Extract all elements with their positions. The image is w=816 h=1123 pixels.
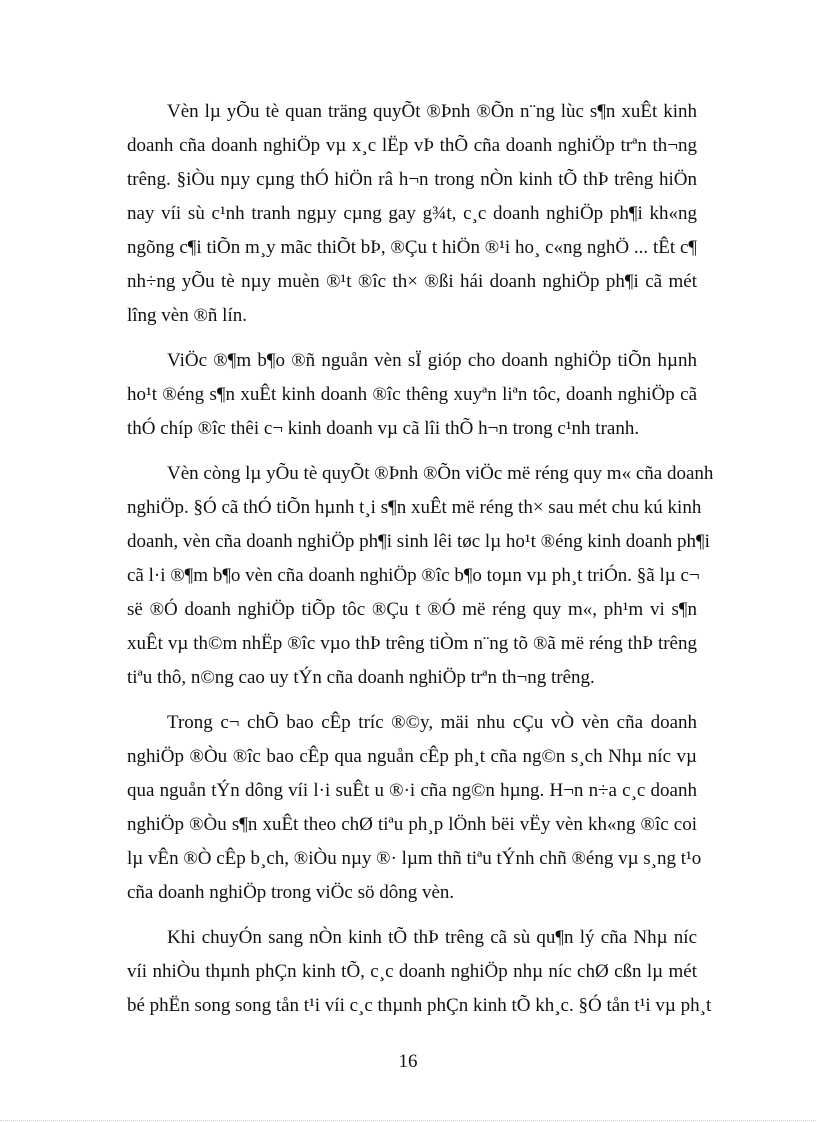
text-line: nh÷ng yÕu tè nµy muèn ®¹t ®îc th× ®ßi hái doanh nghiÖp ph¶i cã mét xyxy=(127,271,697,292)
text-line: doanh, vèn cña doanh nghiÖp ph¶i sinh lêi tøc lµ ho¹t ®éng kinh doanh ph¶i xyxy=(127,531,710,552)
text-line: së ®Ó doanh nghiÖp tiÕp tôc ®Çu t ®Ó më réng quy m«, ph¹m vi s¶n xyxy=(127,599,697,620)
body-text xyxy=(127,95,714,1034)
text-line: thÓ chíp ®îc thêi c¬ kinh doanh vµ cã lîi thÕ h¬n trong c¹nh tranh. xyxy=(127,418,640,439)
text-line: cña doanh nghiÖp trong viÖc sö dông vèn. xyxy=(127,882,455,903)
text-line: Trong c¬ chÕ bao cÊp tríc ®©y, mäi nhu cÇu vÒ vèn cña doanh xyxy=(167,712,697,733)
text-line: bé phËn song song tån t¹i víi c¸c thµnh phÇn kinh tÕ kh¸c. §Ó tån t¹i vµ ph¸t xyxy=(127,995,712,1016)
text-line: ho¹t ®éng s¶n xuÊt kinh doanh ®îc thêng xuyªn liªn tôc, doanh nghiÖp cã xyxy=(127,384,697,405)
paragraph-2 xyxy=(127,344,697,446)
text-line: doanh cña doanh nghiÖp vµ x¸c lËp vÞ thÕ cña doanh nghiÖp trªn th¬ng xyxy=(127,135,697,156)
text-line: Khi chuyÓn sang nÒn kinh tÕ thÞ trêng cã sù qu¶n lý cña Nhµ níc xyxy=(167,927,697,948)
paragraph-1 xyxy=(127,95,697,333)
page-number: 16 xyxy=(398,1051,418,1072)
text-line: nghiÖp ®Òu s¶n xuÊt theo chØ tiªu ph¸p lÖnh bëi vËy vèn kh«ng ®îc coi xyxy=(127,814,697,835)
text-line: nghiÖp. §Ó cã thÓ tiÕn hµnh t¸i s¶n xuÊt më réng th× sau mét chu kú kinh xyxy=(127,497,702,518)
text-line: ViÖc ®¶m b¶o ®ñ nguån vèn sÏ gióp cho doanh nghiÖp tiÕn hµnh xyxy=(167,350,697,371)
paragraph-3 xyxy=(127,457,714,695)
text-line: cã l·i ®¶m b¶o vèn cña doanh nghiÖp ®îc b¶o toµn vµ ph¸t triÓn. §ã lµ c¬ xyxy=(127,565,700,586)
text-line: nghiÖp ®Òu ®îc bao cÊp qua nguån cÊp ph¸t cña ng©n s¸ch Nhµ níc vµ xyxy=(127,746,697,767)
paragraph-4 xyxy=(127,706,702,910)
text-line: víi nhiÒu thµnh phÇn kinh tÕ, c¸c doanh nghiÖp nhµ níc chØ cßn lµ mét xyxy=(127,961,697,982)
text-line: Vèn còng lµ yÕu tè quyÕt ®Þnh ®Õn viÖc më réng quy m« cña doanh xyxy=(167,463,714,484)
text-line: lµ vÊn ®Ò cÊp b¸ch, ®iÒu nµy ®· lµm thñ tiªu tÝnh chñ ®éng vµ s¸ng t¹o xyxy=(127,848,702,869)
text-line: tiªu thô, n©ng cao uy tÝn cña doanh nghiÖp trªn th¬ng trêng. xyxy=(127,667,595,688)
paragraph-5 xyxy=(127,921,712,1023)
page-bottom-divider xyxy=(0,1120,816,1121)
text-line: qua nguån tÝn dông víi l·i suÊt u ®·i cña ng©n hµng. H¬n n÷a c¸c doanh xyxy=(127,780,697,801)
text-line: lîng vèn ®ñ lín. xyxy=(127,305,247,326)
text-line: ngõng c¶i tiÕn m¸y mãc thiÕt bÞ, ®Çu t hiÖn ®¹i ho¸ c«ng nghÖ ... tÊt c¶ xyxy=(127,237,697,258)
text-line: Vèn lµ yÕu tè quan träng quyÕt ®Þnh ®Õn n¨ng lùc s¶n xuÊt kinh xyxy=(167,101,697,122)
text-line: nay víi sù c¹nh tranh ngµy cµng gay g¾t, c¸c doanh nghiÖp ph¶i kh«ng xyxy=(127,203,697,224)
text-line: xuÊt vµ th©m nhËp ®îc vµo thÞ trêng tiÒm n¨ng tõ ®ã më réng thÞ trêng xyxy=(127,633,697,654)
text-line: trêng. §iÒu nµy cµng thÓ hiÖn râ h¬n trong nÒn kinh tÕ thÞ trêng hiÖn xyxy=(127,169,697,190)
